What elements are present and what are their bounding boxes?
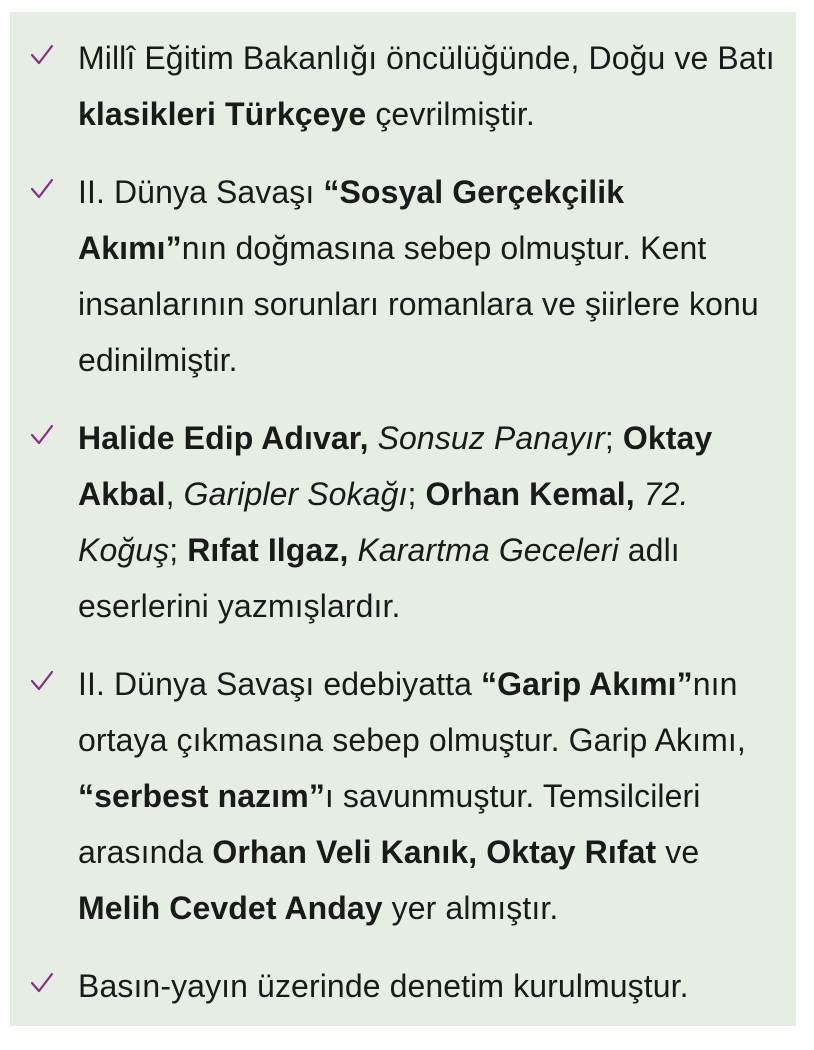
info-panel bbox=[10, 12, 796, 1026]
bold-text: Oktay Akbal bbox=[78, 420, 713, 512]
text-segment: , bbox=[165, 476, 184, 512]
bold-text: “Sosyal Gerçekçilik Akımı” bbox=[78, 174, 625, 266]
bold-text: Melih Cevdet Anday bbox=[78, 890, 383, 926]
bold-text: Halide Edip Adıvar, bbox=[78, 420, 369, 456]
checkmark-icon bbox=[30, 958, 60, 1014]
text-segment: ve bbox=[656, 834, 700, 870]
text-segment: çevrilmiştir. bbox=[366, 96, 535, 132]
text-segment: ı savunmuştur. Temsilcileri arasında bbox=[78, 778, 701, 870]
bold-text: “Garip Akımı” bbox=[481, 666, 693, 702]
list-item bbox=[30, 656, 776, 936]
text-segment: ; bbox=[407, 476, 426, 512]
text-segment: Basın-yayın üzerinde denetim kurulmuştur. bbox=[78, 968, 689, 1004]
list-item bbox=[30, 410, 776, 634]
text-segment: Millî Eğitim Bakanlığı öncülüğünde, Doğu ve Batı bbox=[78, 40, 775, 76]
list-item bbox=[30, 958, 776, 1014]
list-item-text bbox=[78, 968, 689, 1004]
bold-text: Orhan Veli Kanık, Oktay Rıfat bbox=[212, 834, 657, 870]
italic-text: Sonsuz Panayır bbox=[377, 420, 605, 456]
list-item-text bbox=[78, 666, 746, 926]
text-segment: nın doğmasına sebep olmuştur. Kent insanlarının sorunları romanlara ve şiirlere konu edinilmiştir. bbox=[78, 230, 759, 378]
list-item-text bbox=[78, 40, 775, 132]
bold-text: klasikleri Türkçeye bbox=[78, 96, 367, 132]
text-segment: II. Dünya Savaşı bbox=[78, 174, 324, 210]
text-segment bbox=[369, 420, 378, 456]
list-item-text bbox=[78, 174, 759, 378]
bold-text: “serbest nazım” bbox=[78, 778, 325, 814]
text-segment bbox=[635, 476, 644, 512]
list-item-text bbox=[78, 420, 712, 624]
text-segment: yer almıştır. bbox=[382, 890, 559, 926]
text-segment: II. Dünya Savaşı edebiyatta bbox=[78, 666, 482, 702]
italic-text: Garipler Sokağı bbox=[183, 476, 408, 512]
checkmark-icon bbox=[30, 410, 60, 466]
list-item bbox=[30, 164, 776, 388]
bullet-list bbox=[30, 30, 776, 1014]
text-segment: adlı eserlerini yazmışlardır. bbox=[78, 532, 680, 624]
text-segment: ; bbox=[169, 532, 188, 568]
text-segment: nın ortaya çıkmasına sebep olmuştur. Garip Akımı, bbox=[78, 666, 746, 758]
bold-text: Orhan Kemal, bbox=[425, 476, 635, 512]
bold-text: Rıfat Ilgaz, bbox=[187, 532, 349, 568]
list-item bbox=[30, 30, 776, 142]
text-segment: ; bbox=[604, 420, 623, 456]
italic-text: Karartma Geceleri bbox=[357, 532, 619, 568]
checkmark-icon bbox=[30, 656, 60, 712]
checkmark-icon bbox=[30, 164, 60, 220]
checkmark-icon bbox=[30, 30, 60, 86]
italic-text: 72. Koğuş bbox=[78, 476, 689, 568]
